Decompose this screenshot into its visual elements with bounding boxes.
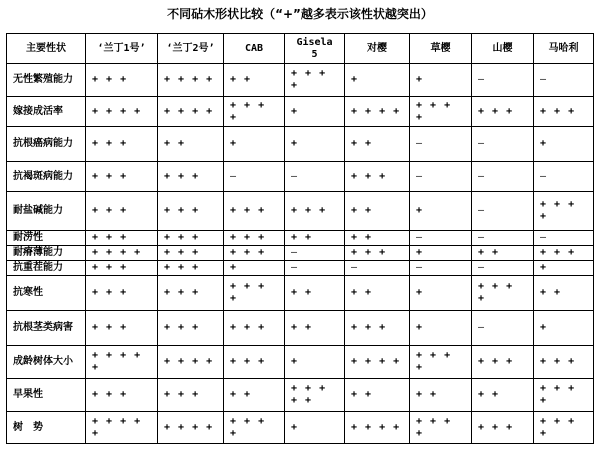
trait-cell: 树 势 xyxy=(7,412,86,444)
table-row xyxy=(7,412,594,444)
rating-cell: + + + + + xyxy=(86,346,158,379)
rating-cell: + xyxy=(410,246,472,261)
rating-cell: + xyxy=(224,261,285,276)
rating-cell: + + + + xyxy=(534,379,594,412)
rating-cell: + + + + xyxy=(224,276,285,311)
rating-cell: + + xyxy=(345,231,410,246)
rating-cell: + xyxy=(345,64,410,97)
rating-cell: + xyxy=(285,346,345,379)
rating-cell: – xyxy=(472,127,534,162)
trait-cell: 成龄树体大小 xyxy=(7,346,86,379)
rating-cell: + + + xyxy=(86,162,158,192)
rating-cell: + xyxy=(410,276,472,311)
rating-cell: + + + xyxy=(86,261,158,276)
rating-cell: + + + xyxy=(224,346,285,379)
rating-cell: + + + xyxy=(158,246,224,261)
rating-cell: + + + xyxy=(345,311,410,346)
rating-cell: + + + xyxy=(472,346,534,379)
rating-cell: + + + xyxy=(345,162,410,192)
rating-cell: + + + xyxy=(472,412,534,444)
rating-cell: + + + + xyxy=(410,97,472,127)
rating-cell: – xyxy=(224,162,285,192)
rating-cell: + + + + xyxy=(345,346,410,379)
rating-cell: + + + + xyxy=(472,276,534,311)
rating-cell: – xyxy=(410,261,472,276)
rating-cell: + + + xyxy=(158,261,224,276)
trait-cell: 抗根茎类病害 xyxy=(7,311,86,346)
trait-cell: 无性繁殖能力 xyxy=(7,64,86,97)
rating-cell: + + xyxy=(345,192,410,231)
column-header: 马哈利 xyxy=(534,34,594,64)
column-header: CAB xyxy=(224,34,285,64)
rating-cell: + + + + xyxy=(224,412,285,444)
rating-cell: + + + + xyxy=(224,97,285,127)
rating-cell: + + + xyxy=(534,346,594,379)
rating-cell: + + xyxy=(345,379,410,412)
column-header: 对樱 xyxy=(345,34,410,64)
rating-cell: + + + + xyxy=(534,192,594,231)
table-row xyxy=(7,231,594,246)
rating-cell: + + + + xyxy=(158,64,224,97)
rating-cell: + + + + xyxy=(285,64,345,97)
rating-cell: + + xyxy=(158,127,224,162)
rating-cell: – xyxy=(472,231,534,246)
rating-cell: + + + + + xyxy=(86,412,158,444)
rating-cell: + xyxy=(224,127,285,162)
table-row xyxy=(7,246,594,261)
rating-cell: + + + xyxy=(158,276,224,311)
rating-cell: + xyxy=(285,412,345,444)
rating-cell: – xyxy=(285,246,345,261)
rating-cell: + + + + xyxy=(158,97,224,127)
trait-cell: 抗重茬能力 xyxy=(7,261,86,276)
rating-cell: + + + xyxy=(86,231,158,246)
table-row xyxy=(7,276,594,311)
column-header: Gisela 5 xyxy=(285,34,345,64)
rating-cell: – xyxy=(534,231,594,246)
rating-cell: + + + xyxy=(534,97,594,127)
rating-cell: + + xyxy=(534,276,594,311)
rating-cell: + + + + xyxy=(410,412,472,444)
rating-cell: + + + xyxy=(86,192,158,231)
rating-cell: + + + xyxy=(86,379,158,412)
trait-cell: 抗寒性 xyxy=(7,276,86,311)
rating-cell: + + + + xyxy=(345,412,410,444)
rating-cell: + + xyxy=(472,379,534,412)
rating-cell: + + + xyxy=(158,162,224,192)
rating-cell: + xyxy=(410,64,472,97)
table-row xyxy=(7,192,594,231)
trait-cell: 抗褐斑病能力 xyxy=(7,162,86,192)
rating-cell: + + + xyxy=(345,246,410,261)
rating-cell: + + + + xyxy=(158,412,224,444)
rating-cell: + + + xyxy=(86,311,158,346)
trait-cell: 耐盐碱能力 xyxy=(7,192,86,231)
rating-cell: + + + + xyxy=(345,97,410,127)
rating-cell: + + + xyxy=(86,127,158,162)
table-row xyxy=(7,127,594,162)
trait-cell: 早果性 xyxy=(7,379,86,412)
rating-cell: + + + xyxy=(224,311,285,346)
rating-cell: + + + xyxy=(472,97,534,127)
rating-cell: + + xyxy=(285,276,345,311)
rating-cell: + + xyxy=(345,127,410,162)
rating-cell: + + xyxy=(285,231,345,246)
rating-cell: – xyxy=(410,162,472,192)
rating-cell: + xyxy=(410,192,472,231)
rating-cell: – xyxy=(472,162,534,192)
column-header: 草樱 xyxy=(410,34,472,64)
table-row xyxy=(7,346,594,379)
rating-cell: + + xyxy=(224,64,285,97)
table-row xyxy=(7,379,594,412)
rating-cell: + + + + xyxy=(86,246,158,261)
rating-cell: + + + xyxy=(158,379,224,412)
rating-cell: + + xyxy=(472,246,534,261)
rootstock-comparison-table xyxy=(6,33,594,444)
rating-cell: + + + xyxy=(86,64,158,97)
rating-cell: + + + xyxy=(224,231,285,246)
trait-cell: 耐涝性 xyxy=(7,231,86,246)
rating-cell: – xyxy=(472,261,534,276)
rating-cell: + + + xyxy=(285,192,345,231)
rating-cell: – xyxy=(534,64,594,97)
rating-cell: + + + xyxy=(158,192,224,231)
column-header: ‘兰丁2号’ xyxy=(158,34,224,64)
rating-cell: + + + + xyxy=(410,346,472,379)
header-row xyxy=(7,34,594,64)
rating-cell: + + xyxy=(410,379,472,412)
column-header: 山樱 xyxy=(472,34,534,64)
rating-cell: + + + xyxy=(224,192,285,231)
rating-cell: – xyxy=(285,261,345,276)
rating-cell: – xyxy=(345,261,410,276)
trait-cell: 嫁接成活率 xyxy=(7,97,86,127)
rating-cell: + + + + xyxy=(86,97,158,127)
rating-cell: + + xyxy=(224,379,285,412)
rating-cell: + xyxy=(534,311,594,346)
rating-cell: + + xyxy=(345,276,410,311)
rating-cell: – xyxy=(472,64,534,97)
rating-cell: + + xyxy=(285,311,345,346)
table-row xyxy=(7,311,594,346)
rating-cell: + + + xyxy=(534,246,594,261)
table-row xyxy=(7,64,594,97)
rating-cell: + + + xyxy=(86,276,158,311)
table-title: 不同砧木形状比较（“+”越多表示该性状越突出） xyxy=(167,7,433,21)
rating-cell: + xyxy=(285,97,345,127)
rating-cell: + xyxy=(534,261,594,276)
rating-cell: + + + + + xyxy=(285,379,345,412)
rating-cell: – xyxy=(410,127,472,162)
trait-cell: 耐瘠薄能力 xyxy=(7,246,86,261)
rating-cell: + xyxy=(410,311,472,346)
rating-cell: + + + xyxy=(158,231,224,246)
table-row xyxy=(7,261,594,276)
rating-cell: – xyxy=(472,192,534,231)
rating-cell: + xyxy=(285,127,345,162)
column-header: ‘兰丁1号’ xyxy=(86,34,158,64)
rating-cell: – xyxy=(285,162,345,192)
rating-cell: – xyxy=(472,311,534,346)
rating-cell: – xyxy=(534,162,594,192)
rating-cell: + xyxy=(534,127,594,162)
rating-cell: + + + xyxy=(224,246,285,261)
rating-cell: – xyxy=(410,231,472,246)
column-header: 主要性状 xyxy=(7,34,86,64)
table-row xyxy=(7,162,594,192)
trait-cell: 抗根癌病能力 xyxy=(7,127,86,162)
rating-cell: + + + xyxy=(158,311,224,346)
rating-cell: + + + + xyxy=(158,346,224,379)
table-row xyxy=(7,97,594,127)
rating-cell: + + + + xyxy=(534,412,594,444)
